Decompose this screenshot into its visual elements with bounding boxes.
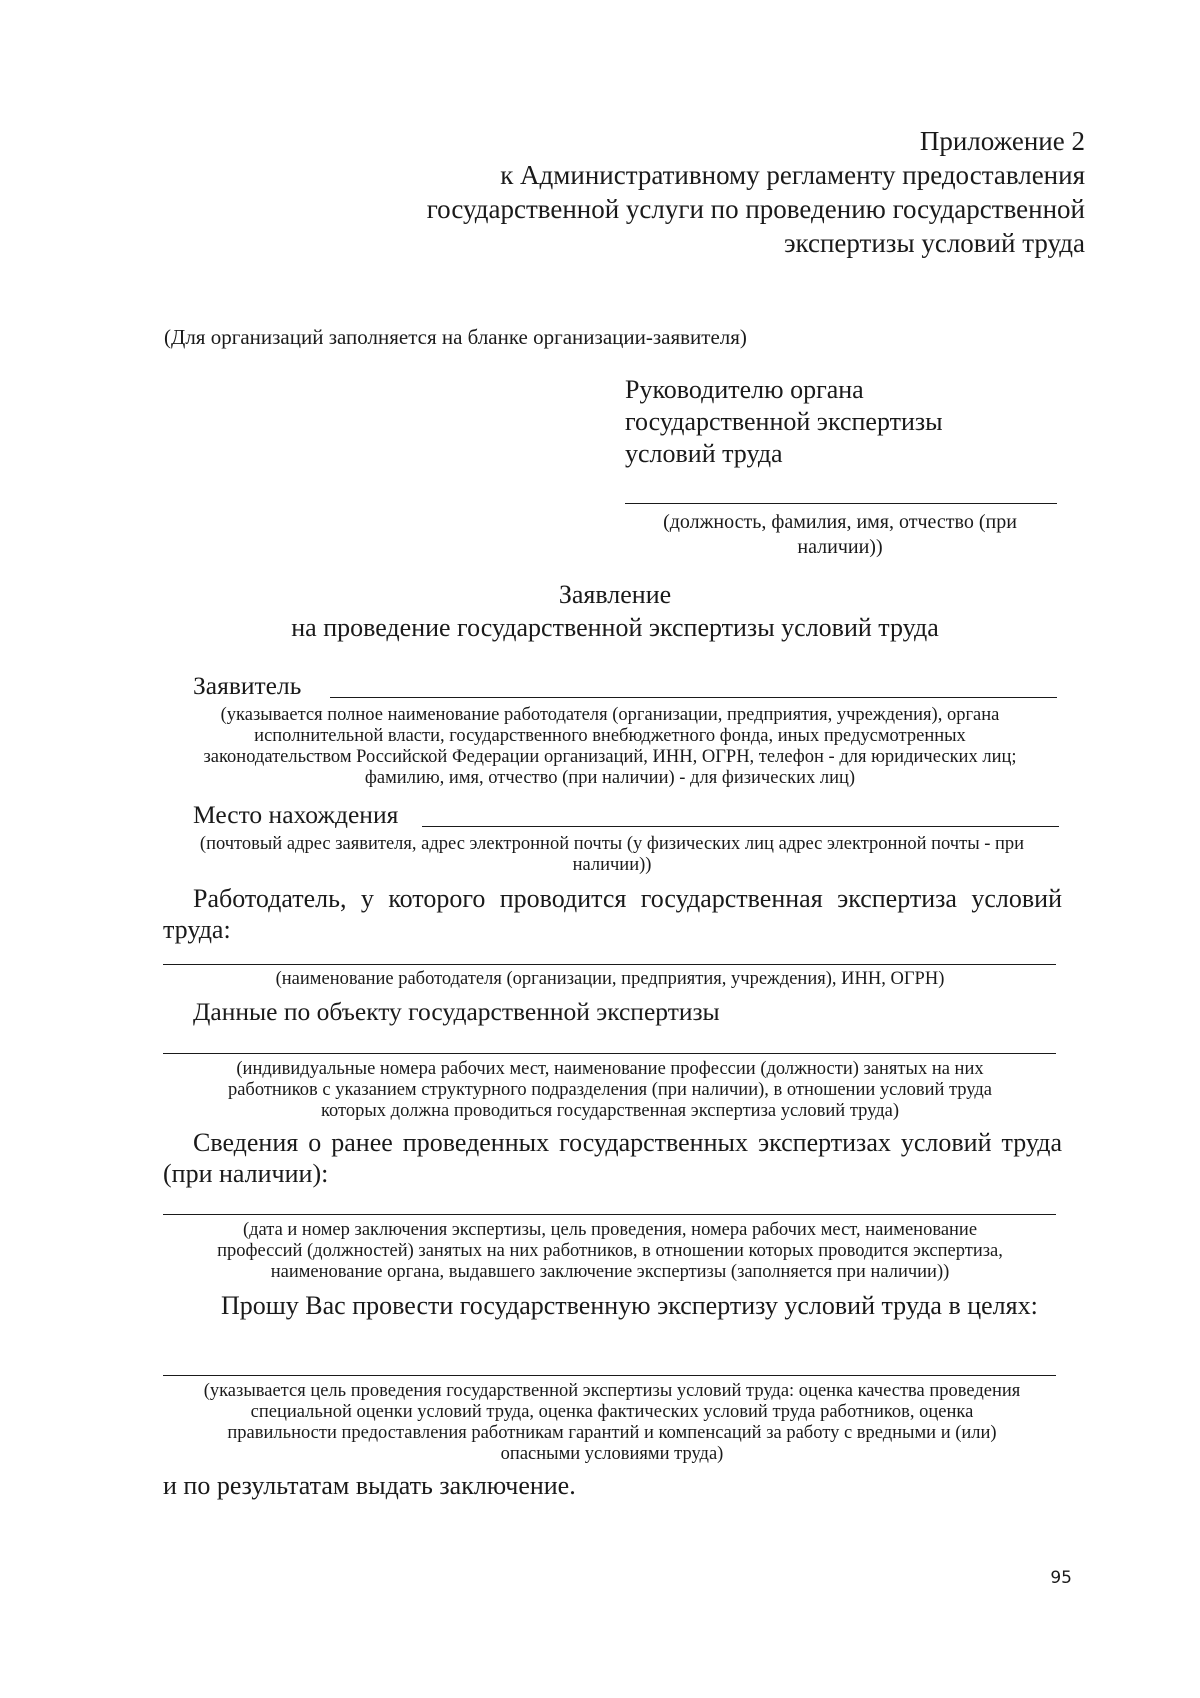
request-caption bbox=[160, 1381, 1064, 1465]
addressee-fill-line[interactable] bbox=[625, 503, 1057, 504]
page-number: 95 bbox=[1050, 1568, 1072, 1588]
object-caption-line-1: (индивидуальные номера рабочих мест, наименование профессии (должности) занятых на них bbox=[236, 1059, 984, 1079]
location-caption-line-1: (почтовый адрес заявителя, адрес электронной почты (у физических лиц адрес электронной почты - при bbox=[199, 834, 1025, 854]
closing-text: и по результатам выдать заключение. bbox=[163, 1471, 576, 1500]
applicant-caption bbox=[160, 705, 1060, 789]
object-fill-line[interactable] bbox=[163, 1053, 1056, 1054]
employer-caption: (наименование работодателя (организации, предприятия, учреждения), ИНН, ОГРН) bbox=[275, 969, 945, 989]
previous-expertise-caption bbox=[160, 1220, 1060, 1283]
request-fill-line[interactable] bbox=[163, 1375, 1056, 1376]
location-caption-line-2: наличии)) bbox=[572, 855, 652, 875]
previous-caption-line-2: профессий (должностей) занятых на них работников, в отношении которых проводится экспертиза, bbox=[217, 1241, 1003, 1261]
location-fill-line[interactable] bbox=[422, 826, 1059, 827]
object-caption-line-3: которых должна проводиться государственная экспертиза условий труда) bbox=[320, 1101, 900, 1121]
addressee-caption-line-2: наличии)) bbox=[797, 536, 883, 558]
request-caption-line-1: (указывается цель проведения государственной экспертизы условий труда: оценка качества проведения bbox=[203, 1381, 1021, 1401]
previous-caption-line-3: наименование органа, выдавшего заключение экспертизы (заполняется при наличии)) bbox=[270, 1262, 950, 1282]
employer-fill-line[interactable] bbox=[163, 964, 1056, 965]
addressee-line-2: государственной экспертизы bbox=[625, 407, 943, 436]
object-caption-line-2: работников с указанием структурного подразделения (при наличии), в отношении условий труда bbox=[227, 1080, 993, 1100]
employer-text: Работодатель, у которого проводится государственная экспертиза условий труда: bbox=[163, 884, 1062, 944]
document-subtitle: на проведение государственной экспертизы условий труда bbox=[291, 613, 939, 642]
applicant-caption-line-4: фамилию, имя, отчество (при наличии) - для физических лиц) bbox=[364, 768, 856, 788]
object-caption bbox=[160, 1059, 1060, 1122]
applicant-caption-line-3: законодательством Российской Федерации организаций, ИНН, ОГРН, телефон - для юридических лиц; bbox=[203, 747, 1017, 767]
request-caption-line-4: опасными условиями труда) bbox=[500, 1444, 724, 1464]
organization-note: (Для организаций заполняется на бланке организации-заявителя) bbox=[164, 325, 747, 349]
applicant-fill-line[interactable] bbox=[330, 697, 1057, 698]
applicant-caption-line-2: исполнительной власти, государственного внебюджетного фонда, иных предусмотренных bbox=[254, 726, 966, 746]
previous-caption-line-1: (дата и номер заключения экспертизы, цель проведения, номера рабочих мест, наименование bbox=[242, 1220, 978, 1240]
addressee-caption-line-1: (должность, фамилия, имя, отчество (при bbox=[663, 511, 1017, 533]
appendix-line-3: государственной услуги по проведению государственной bbox=[426, 194, 1085, 224]
applicant-label: Заявитель bbox=[193, 671, 302, 700]
previous-expertise-text: Сведения о ранее проведенных государственных экспертизах условий труда (при наличии): bbox=[163, 1128, 1062, 1188]
request-text: Прошу Вас провести государственную экспертизу условий труда в целях: bbox=[221, 1291, 1038, 1320]
appendix-line-4: экспертизы условий труда bbox=[783, 228, 1085, 258]
request-caption-line-3: правильности предоставления работникам гарантий и компенсаций за работу с вредными и (или) bbox=[227, 1423, 997, 1443]
request-caption-line-2: специальной оценки условий труда, оценка фактических условий труда работников, оценка bbox=[250, 1402, 974, 1422]
location-caption bbox=[160, 834, 1064, 876]
appendix-line-2: к Административному регламенту предоставления bbox=[500, 160, 1085, 190]
previous-expertise-fill-line[interactable] bbox=[163, 1214, 1056, 1215]
addressee-caption bbox=[620, 510, 1060, 560]
document-title: Заявление bbox=[558, 580, 672, 609]
appendix-header bbox=[427, 124, 1085, 260]
applicant-caption-line-1: (указывается полное наименование работодателя (организации, предприятия, учреждения), органа bbox=[220, 705, 1000, 725]
appendix-line-1: Приложение 2 bbox=[919, 126, 1085, 156]
addressee-block bbox=[625, 374, 943, 470]
addressee-line-1: Руководителю органа bbox=[625, 375, 864, 404]
location-label: Место нахождения bbox=[193, 800, 399, 829]
addressee-line-3: условий труда bbox=[625, 439, 783, 468]
object-label: Данные по объекту государственной экспертизы bbox=[193, 997, 720, 1026]
